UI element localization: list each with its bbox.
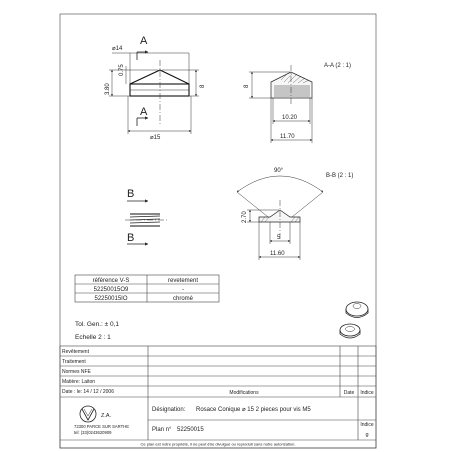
- title-row-coating: Revêtement: [62, 349, 89, 355]
- section-bb-dim-height: 2.70: [242, 211, 248, 223]
- title-row-date: Date : le: 14 / 12 / 2006: [62, 389, 114, 395]
- company-city: 72300 PARCE SUR SARTHE: [74, 424, 130, 429]
- ref-table-cell: -: [182, 287, 184, 293]
- designation-value: Rosace Conique ⌀ 15 2 pieces pour vis M5: [196, 407, 311, 413]
- company-name: Z.A.: [101, 413, 112, 419]
- section-aa-dim-height: 8: [244, 84, 250, 88]
- plan-label: Plan n°: [152, 427, 172, 433]
- ref-table-header-ref: référence V-S: [92, 278, 130, 284]
- ownership-footer: Ce plan est notre propriété, il ne peut être divulgué ou reproduit sans notre autorisation.: [140, 441, 296, 447]
- section-aa-title: A-A (2 : 1): [324, 63, 352, 69]
- ref-table-cell: 52250015IO: [94, 296, 128, 302]
- drawing-frame: [60, 14, 376, 448]
- modifications-label: Modifications: [229, 390, 259, 396]
- section-letter-a-bottom: A: [140, 106, 148, 118]
- indice-value: g: [365, 432, 369, 438]
- dim-cone-height: 0.75: [119, 64, 125, 76]
- isometric-sketch: [340, 302, 368, 338]
- dim-height-right: 8: [200, 84, 206, 88]
- title-block: [60, 346, 376, 448]
- indice-label: Indice: [360, 422, 374, 428]
- section-aa-dim-outer: 11.70: [280, 134, 295, 140]
- front-view: [105, 35, 206, 141]
- title-row-standards: Normes NFE: [62, 369, 91, 375]
- section-letter-b-bottom: B: [127, 232, 135, 244]
- dim-height-left: 3.80: [105, 83, 111, 95]
- section-bb-dim-outer: 11.60: [270, 251, 285, 257]
- ref-table-cell: 52250015O9: [93, 287, 129, 293]
- section-letter-a-top: A: [140, 35, 148, 47]
- section-bb-dim-inner: 5: [277, 235, 281, 241]
- title-row-material: Matière: Laiton: [62, 379, 96, 385]
- company-logo: [80, 406, 96, 422]
- scale-note: Echelle 2 : 1: [75, 334, 111, 341]
- reference-table: [75, 275, 219, 302]
- side-b-view: [125, 188, 168, 244]
- dim-top-diameter: ⌀14: [112, 46, 123, 52]
- date-column-label: Date: [343, 390, 355, 396]
- plan-value: 52250015: [177, 427, 204, 433]
- indice-column-label: Indice: [360, 390, 374, 396]
- section-aa-view: [244, 63, 351, 143]
- section-bb-view: [237, 168, 353, 260]
- designation-label: Désignation:: [152, 407, 186, 413]
- section-letter-b-top: B: [127, 188, 135, 200]
- tolerance-note: Tol. Gen.: ± 0,1: [75, 321, 120, 328]
- dim-bottom-diameter: ⌀15: [150, 135, 161, 141]
- ref-table-cell: chromé: [172, 296, 194, 302]
- section-aa-dim-inner: 10.20: [282, 115, 298, 121]
- ref-table-header-coating: revetement: [167, 278, 199, 284]
- section-bb-title: B-B (2 : 1): [326, 173, 354, 179]
- company-phone: tel: (33)0243620909: [74, 430, 112, 435]
- title-row-treatment: Traitement: [62, 359, 86, 365]
- section-bb-dim-angle: 90°: [274, 168, 284, 174]
